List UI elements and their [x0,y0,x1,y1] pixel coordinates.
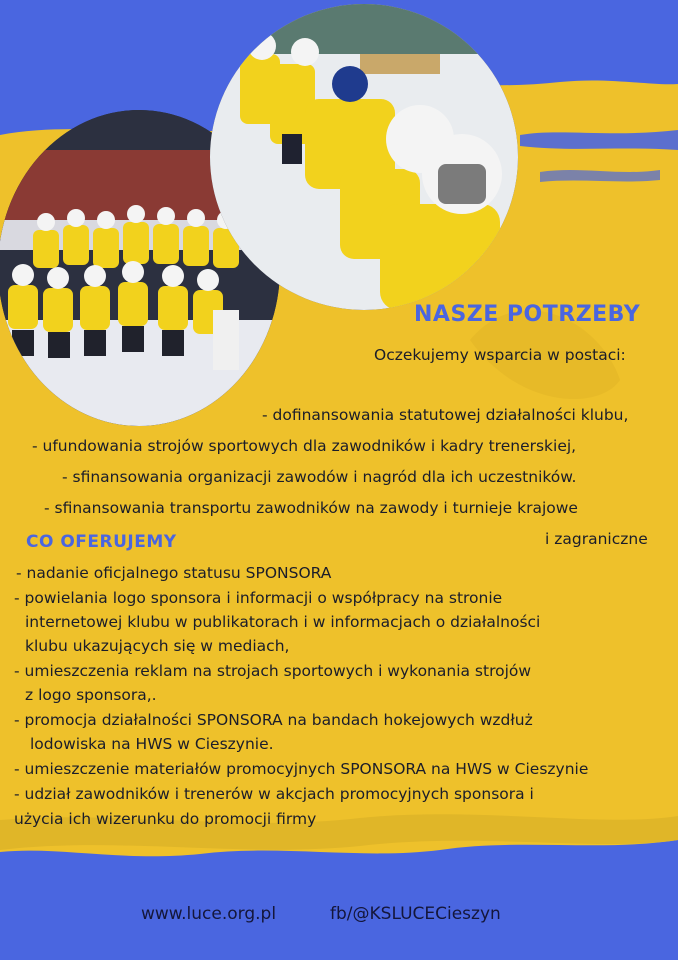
needs-heading: NASZE POTRZEBY [414,302,641,327]
offer-line: - umieszczenia reklam na strojach sportowych i wykonania strojów [14,662,532,680]
needs-intro: Oczekujemy wsparcia w postaci: [374,346,626,364]
offer-line: użycia ich wizerunku do promocji firmy [14,810,317,828]
offer-line: lodowiska na HWS w Cieszynie. [30,735,274,753]
offer-line: internetowej klubu w publikatorach i w informacjach o działalności [25,613,541,631]
offer-line: - umieszczenie materiałów promocyjnych SPONSORA na HWS w Cieszynie [14,760,589,778]
offer-line: - udział zawodników i trenerów w akcjach promocyjnych sponsora i [14,785,534,803]
players-close-up-photo [210,4,518,310]
needs-item: - sfinansowania transportu zawodników na zawody i turnieje krajowe [44,499,578,517]
needs-item: - ufundowania strojów sportowych dla zawodników i kadry trenerskiej, [32,437,577,455]
offer-line: - promocja działalności SPONSORA na bandach hokejowych wzdłuż [14,711,533,729]
facebook-link[interactable]: fb/@KSLUCECieszyn [330,904,501,924]
needs-item: i zagraniczne [545,530,648,548]
needs-item: - dofinansowania statutowej działalności klubu, [262,406,629,424]
offer-line: - powielania logo sponsora i informacji o współpracy na stronie [14,589,503,607]
offer-line: - nadanie oficjalnego statusu SPONSORA [16,564,332,582]
offer-line: z logo sponsora,. [25,686,157,704]
offer-heading: CO OFERUJEMY [26,532,177,552]
offer-line: klubu ukazujących się w mediach, [25,637,290,655]
needs-item: - sfinansowania organizacji zawodów i nagród dla ich uczestników. [62,468,577,486]
website-link[interactable]: www.luce.org.pl [141,904,277,924]
